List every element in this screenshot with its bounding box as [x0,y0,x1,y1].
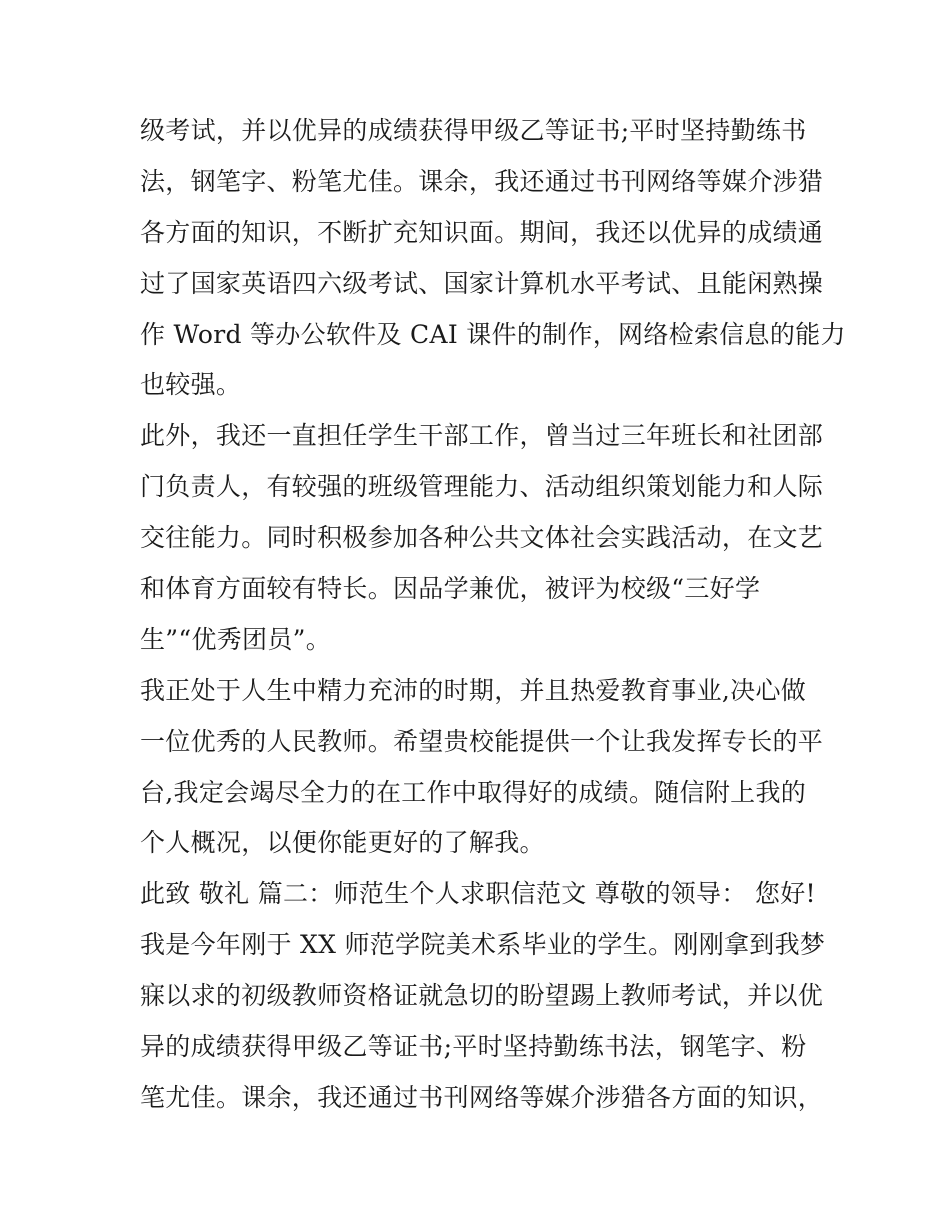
text-line: 笔尤佳。课余，我还通过书刊网络等媒介涉猎各方面的知识， [140,1082,824,1112]
text-line: 级考试，并以优异的成绩获得甲级乙等证书;平时坚持勤练书 [140,116,807,145]
text-line: 各方面的知识，不断扩充知识面。期间，我还以优异的成绩通 [140,217,824,247]
text-line: 也较强。 [140,370,242,400]
text-line: 此外，我还一直担任学生干部工作，曾当过三年班长和社团部 [140,421,824,451]
text-line: 我正处于人生中精力充沛的时期，并且热爱教育事业,决心做 [140,675,807,705]
text-line: 门负责人，有较强的班级管理能力、活动组织策划能力和人际 [140,472,824,502]
text-line: 寐以求的初级教师资格证就急切的盼望踢上教师考试，并以优 [140,981,824,1011]
text-line: 作 Word 等办公软件及 CAI 课件的制作，网络检索信息的能力 [140,319,846,349]
text-line: 生”“优秀团员”。 [140,624,332,654]
text-line: 我是今年刚于 XX 师范学院美术系毕业的学生。刚刚拿到我梦 [140,930,826,960]
text-line: 个人概况，以便你能更好的了解我。 [140,828,545,858]
text-line: 异的成绩获得甲级乙等证书;平时坚持勤练书法，钢笔字、粉 [140,1032,807,1062]
document-body [140,106,846,1124]
text-line: 和体育方面较有特长。因品学兼优，被评为校级“三好学 [140,574,761,604]
text-line: 交往能力。同时积极参加各种公共文体社会实践活动，在文艺 [140,523,824,553]
text-line: 台,我定会竭尽全力的在工作中取得好的成绩。随信附上我的 [140,777,807,807]
text-line: 法，钢笔字、粉笔尤佳。课余，我还通过书刊网络等媒介涉猎 [140,166,824,196]
text-line: 过了国家英语四六级考试、国家计算机水平考试、且能闲熟操 [140,268,824,298]
text-line: 一位优秀的人民教师。希望贵校能提供一个让我发挥专长的平 [140,726,824,756]
text-line: 此致 敬礼 篇二：师范生个人求职信范文 尊敬的领导： 您好! [140,879,816,909]
